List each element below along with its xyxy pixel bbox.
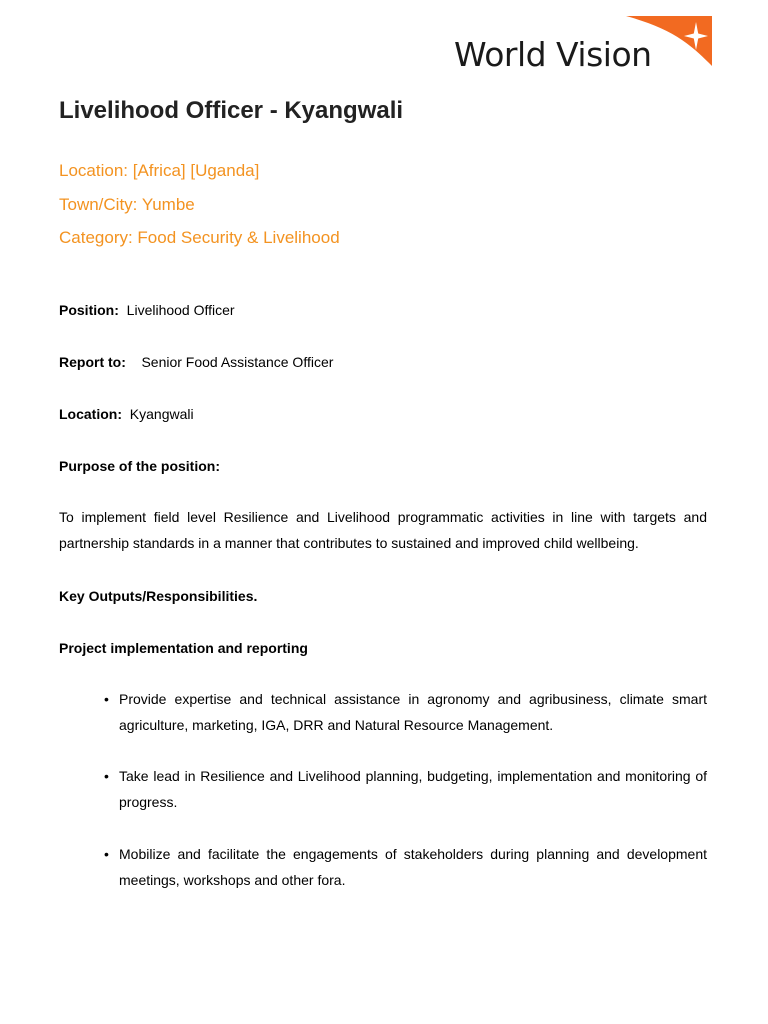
logo-wordmark: World Vision [454,35,652,74]
field-report-to [59,352,333,372]
field-location [59,404,194,424]
field-position [59,300,235,320]
meta-location: Location: [Africa] [Uganda] [59,161,260,180]
purpose-heading: Purpose of the position: [59,458,220,474]
list-item-text: Take lead in Resilience and Livelihood planning, budgeting, implementation and monitoring of progress. [119,768,707,810]
world-vision-logo [454,14,716,74]
key-outputs-heading: Key Outputs/Responsibilities. [59,588,258,604]
project-implementation-heading: Project implementation and reporting [59,640,308,656]
list-item-text: Provide expertise and technical assistance in agronomy and agribusiness, climate smart agriculture, marketing, IGA, DRR and Natural Resource Management. [119,691,707,733]
field-report-label: Report to: [59,354,126,370]
field-report-value: Senior Food Assistance Officer [141,354,334,370]
field-position-value: Livelihood Officer [126,302,235,318]
bullet-icon: • [104,691,109,707]
meta-town-city: Town/City: Yumbe [59,195,195,214]
bullet-icon: • [104,768,109,784]
purpose-paragraph: To implement field level Resilience and Livelihood programmatic activities in line with targets and partnership standards in a manner that contributes to sustained and improved child wellbeing. [59,509,707,551]
field-location-value: Kyangwali [129,406,194,422]
list-item-text: Mobilize and facilitate the engagements of stakeholders during planning and development meetings, workshops and other fora. [119,846,707,888]
page-title: Livelihood Officer - Kyangwali [59,97,404,124]
logo-star-icon [624,14,716,70]
meta-category: Category: Food Security & Livelihood [59,228,340,247]
field-position-label: Position: [59,302,119,318]
field-location-label: Location: [59,406,122,422]
bullet-icon: • [104,846,109,862]
